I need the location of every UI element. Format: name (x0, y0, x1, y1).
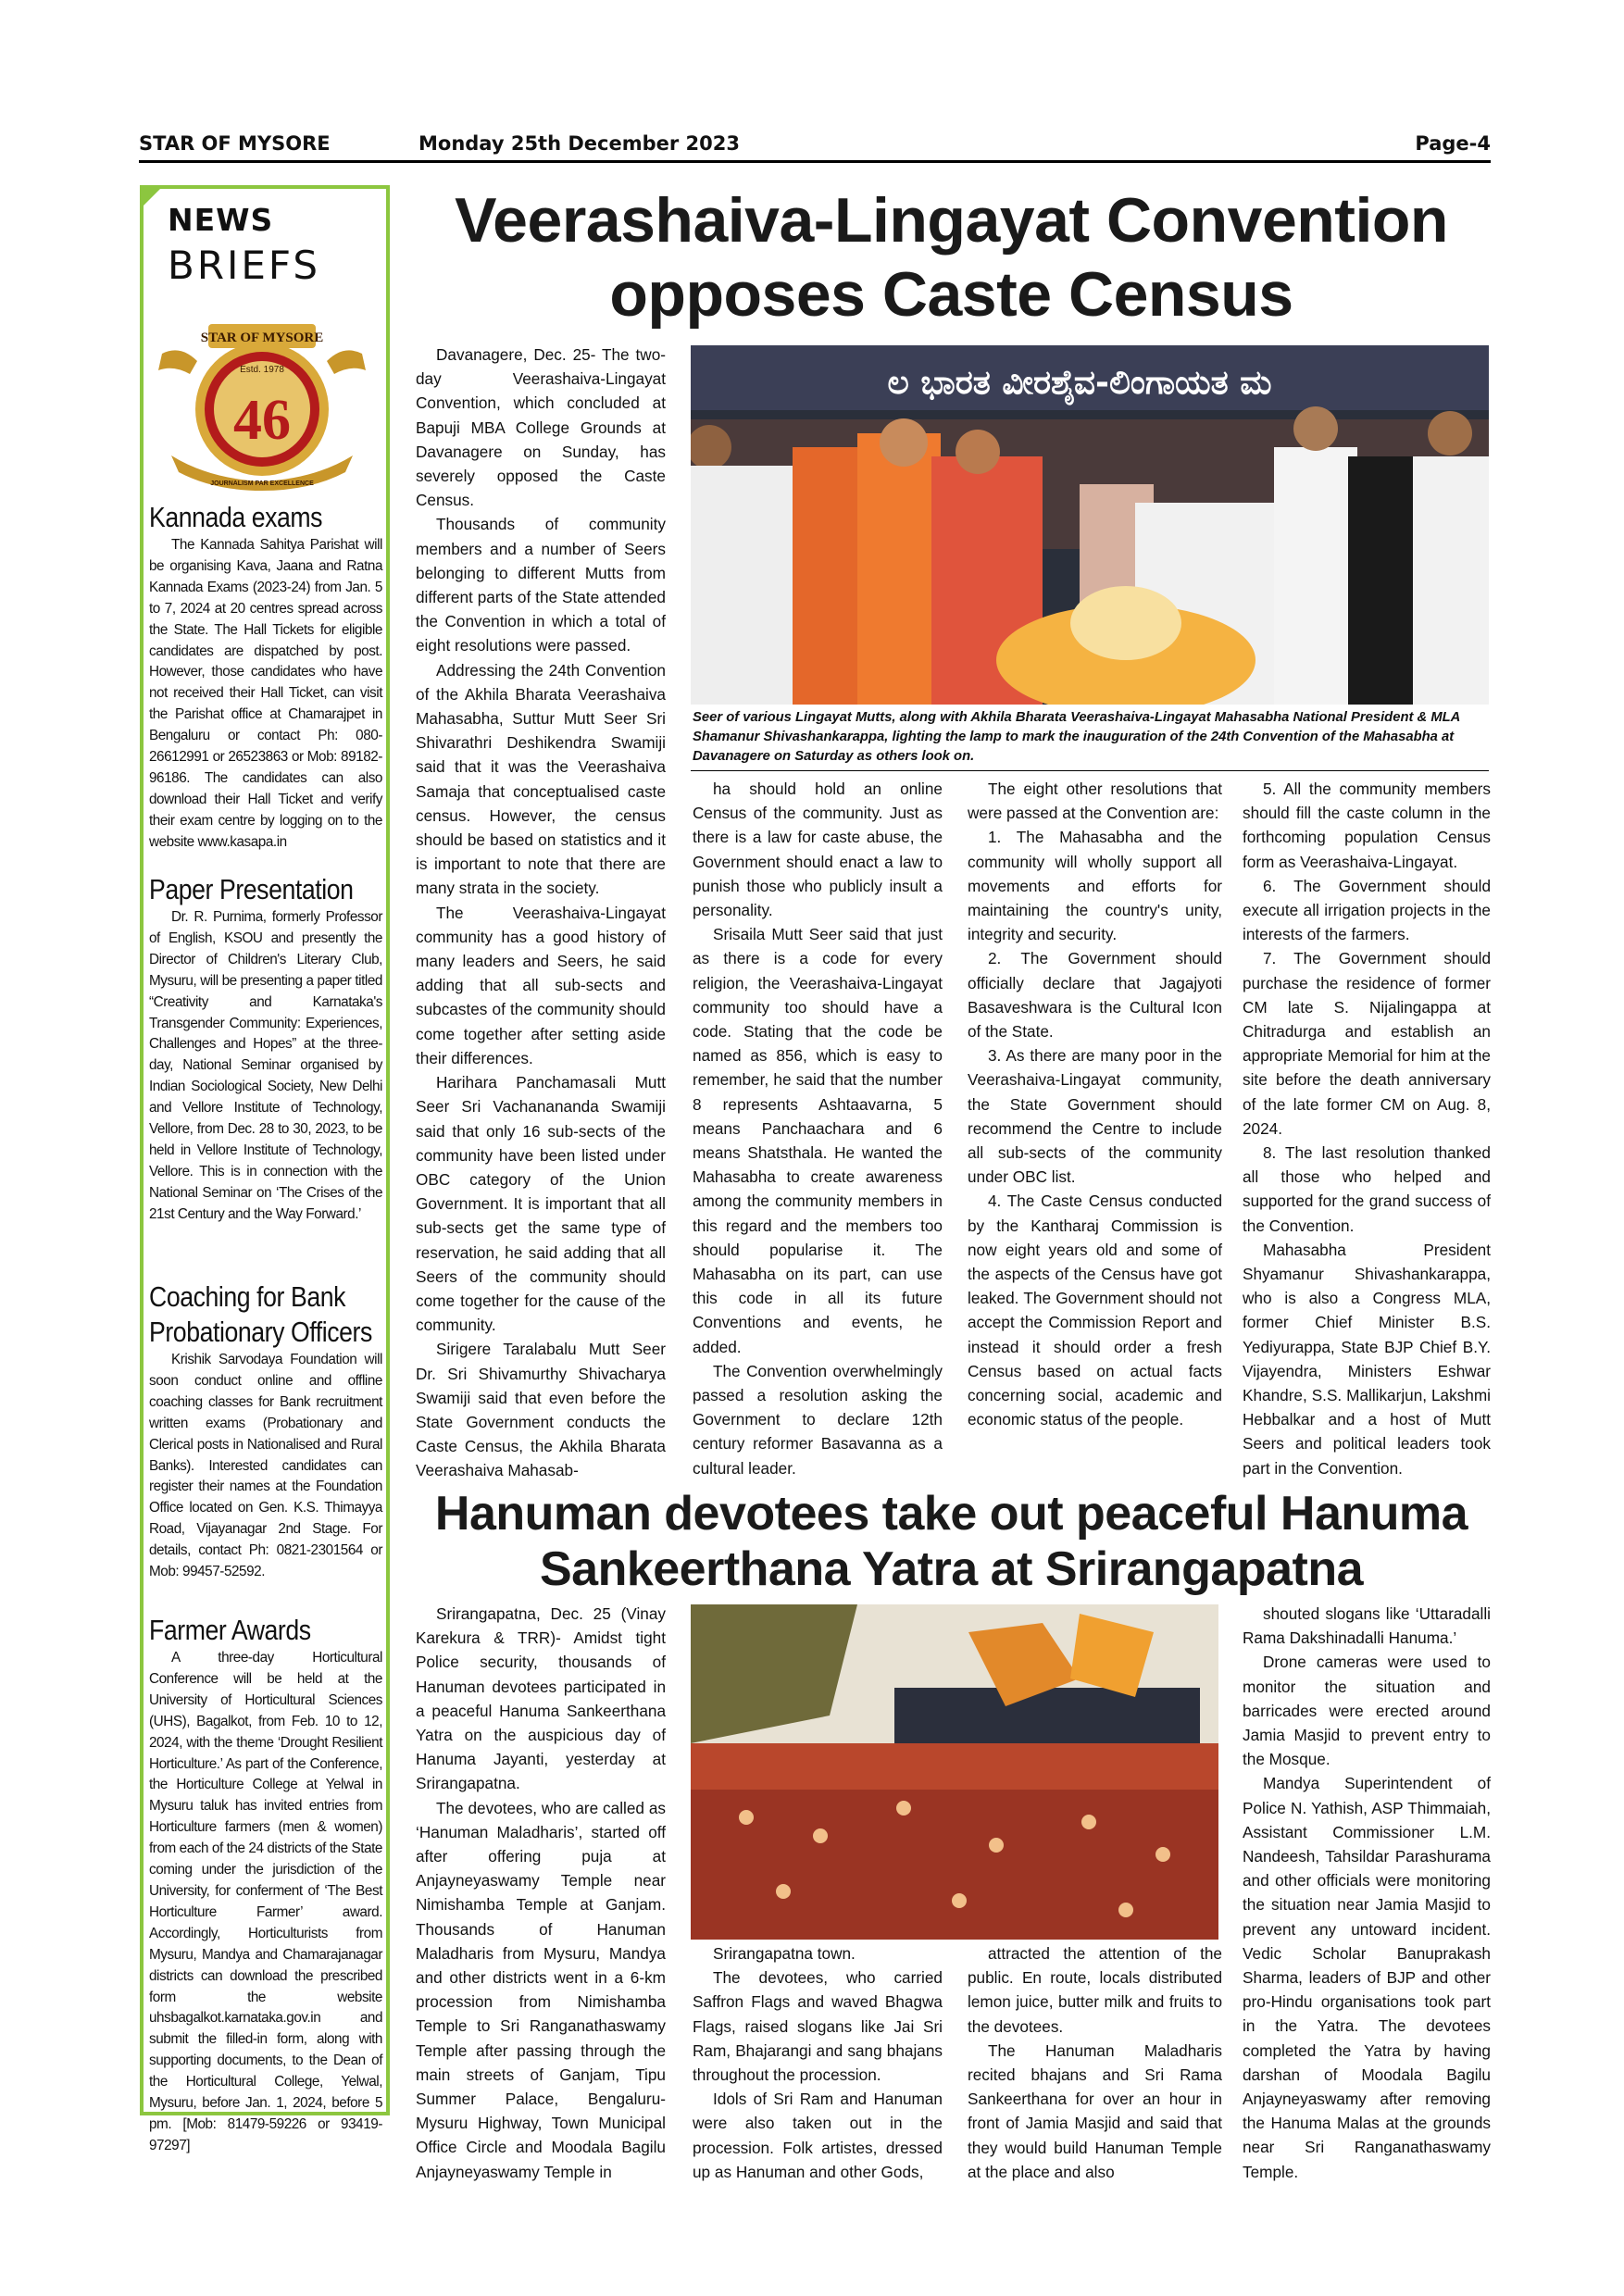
issue-date: Monday 25th December 2023 (418, 132, 740, 155)
article-paragraph: The Convention overwhelmingly passed a resolution asking the Government to declare 12th century reformer Basavanna as a cultural leader. (693, 1361, 943, 1478)
article-paragraph: shouted slogans like ‘Uttaradalli Rama Dakshinadalli Hanuma.’ (1243, 1604, 1491, 1648)
article2-headline (407, 1486, 1495, 1597)
brief-title: Kannada exams (149, 501, 323, 533)
convention-photo-caption: Seer of various Lingayat Mutts, along with Akhila Bharata Veerashaiva-Lingayat Mahasabha National President & MLA Shamanur Shivashankarappa, lighting the lamp to mark the inauguration of the 24th Convention of the Mahasabha at Davanagere on Saturday as others look on. (693, 710, 1460, 764)
article-paragraph: Srirangapatna town. (713, 1944, 856, 1963)
article1-column-2 (693, 777, 943, 1480)
article-paragraph: 4. The Caste Census conducted by the Kantharaj Commission is now eight years old and some of the aspects of the Census have got leaked. The Government should not accept the Commission Report and instead it should order a fresh Census based on actual facts concerning social, academic and economic status of the people. (968, 1192, 1222, 1429)
article-paragraph: 6. The Government should execute all irrigation projects in the interests of the farmers. (1243, 876, 1491, 944)
article2-column-4 (1243, 1602, 1491, 2184)
anniversary-logo (153, 317, 371, 493)
logo-ribbon-text: JOURNALISM PAR EXCELLENCE (210, 480, 314, 487)
article-paragraph: Davanagere, Dec. 25- The two-day Veerashaiva-Lingayat Convention, which concluded at Bapuji MBA College Grounds at Davanagere on Sunday, has severely opposed the Caste Census. (416, 345, 666, 510)
headline-line2: Sankeerthana Yatra at Srirangapatna (539, 1542, 1364, 1596)
article-paragraph: The Hanuman Maladharis recited bhajans and Sri Rama Sankeerthana for over an hour in front of Jamia Masjid and said that they would build Hanuman Temple at the place and also (968, 2040, 1222, 2181)
brief-body: The Kannada Sahitya Parishat will be organising Kava, Jaana and Ratna Kannada Exams (2023-24) from Jan. 5 to 7, 2024 at 20 centres spread across the State. The Hall Tickets for eligible candidates are dispatched by post. However, those candidates who have not received their Hall Ticket, can visit the Parishat office at Chamarajpet in Bengaluru or contact Ph: 080-26612991 or 26523863 or Mob: 89182-96186. The candidates can also download their Hall Ticket and verify their exam centre by logging on to the website www.kasapa.in (149, 537, 382, 850)
brief-farmer-awards (149, 1613, 382, 2157)
sidebar-title-briefs: BRIEFS (168, 243, 320, 288)
convention-photo (691, 345, 1489, 705)
brief-title: Paper Presentation (149, 873, 354, 905)
logo-banner-text: STAR OF MYSORE (200, 331, 324, 345)
headline-line2: opposes Caste Census (609, 259, 1293, 330)
article-paragraph: Drone cameras were used to monitor the situation and barricades were erected around Jamia Masjid to prevent entry to the Mosque. (1243, 1653, 1491, 1769)
brief-title: Farmer Awards (149, 1614, 311, 1646)
article-paragraph: Idols of Sri Ram and Hanuman were also taken out in the procession. Folk artistes, dressed up as Hanuman and other Gods, (693, 2090, 943, 2181)
page-header (139, 132, 1491, 158)
brief-bank-coaching (149, 1279, 382, 1583)
logo-estd-text: Estd. 1978 (240, 365, 284, 375)
article2-column-3 (968, 1941, 1222, 2184)
article-paragraph: Thousands of community members and a number of Seers belonging to different Mutts from different parts of the State attended the Convention in which a total of eight resolutions were passed. (416, 515, 666, 655)
article1-column-4 (1243, 777, 1491, 1480)
article-paragraph: The eight other resolutions that were passed at the Convention are: (968, 780, 1222, 823)
sidebar-title-news: NEWS (168, 202, 274, 238)
article1-column-3 (968, 777, 1222, 1431)
article-paragraph: Mahasabha President Shyamanur Shivashankarappa, who is also a Congress MLA, former Chief Minister B.S. Yediyurappa, State BJP Chief B.Y. Vijayendra, Ministers Eshwar Khandre, S.S. Mallikarjun, Lakshmi Hebbalkar and a host of Mutt Seers and political leaders took part in the Convention. (1243, 1240, 1491, 1478)
article2-column-1 (416, 1602, 666, 2184)
article-paragraph: Sirigere Taralabalu Mutt Seer Dr. Sri Shivamurthy Shivacharya Swamiji said that even before the State Government conducts the Caste Census, the Akhila Bharata Veerashaiva Mahasab- (416, 1340, 666, 1480)
article-paragraph: Srisaila Mutt Seer said that just as there is a code for every religion, the Veerashaiva-Lingayat community too should have a code. Stating that the code be named as 856, which is easy to remember, he said that the number 8 represents Ashtaavarna, 5 means Panchaachara and 6 means Shatsthala. He wanted the Mahasabha to create awareness among the community members in this regard and the members too should popularise it. The Mahasabha on its part, can use this code in all its future Conventions and events, he added. (693, 925, 943, 1356)
article-paragraph: 7. The Government should purchase the residence of former CM late S. Nijalingappa at Chitradurga and establish an appropriate Memorial for him at the site before the death anniversary of the late former CM on Aug. 8, 2024. (1243, 949, 1491, 1138)
brief-title-line2: Probationary Officers (149, 1316, 372, 1348)
caption-rule (691, 770, 1489, 771)
photo-banner-text: ಲ ಭಾರತ ವೀರಶೈವ-ಲಿಂಗಾಯತ ಮ (887, 364, 1272, 402)
article1-column-1 (416, 343, 666, 1483)
page-number: Page-4 (1415, 132, 1491, 155)
article-paragraph: Mandya Superintendent of Police N. Yathish, ASP Thimmaiah, Assistant Commissioner L.M. Nandeesh, Tahsildar Parashurama and other officials were monitoring the situation near Jamia Masjid to prevent any untoward incident. Vedic Scholar Banuprakash Sharma, leaders of BJP and other pro-Hindu organisations took part in the Yatra. The devotees completed the Yatra by having darshan of Moodala Bagilu Anjayneyaswamy after removing the Hanuma Malas at the grounds near Sri Ranganathaswamy Temple. (1243, 1774, 1491, 2181)
brief-body: Krishik Sarvodaya Foundation will soon conduct online and offline coaching classes for Bank recruitment written exams (Probationary and Clerical posts in Nationalised and Rural Banks). Interested candidates can register their names at the Foundation Office located on Gen. K.S. Thimayya Road, Vijayanagar 2nd Stage. For details, contact Ph: 0821-2301564 or Mob: 99457-52592. (149, 1352, 382, 1580)
article-paragraph: 5. All the community members should fill the caste column in the forthcoming population Census form as Veerashaiva-Lingayat. (1243, 780, 1491, 871)
article-paragraph: 8. The last resolution thanked all those who helped and supported for the grand success of the Convention. (1243, 1143, 1491, 1235)
article-paragraph: The devotees, who carried Saffron Flags and waved Bhagwa Flags, raised slogans like Jai Sri Ram, Bhajarangi and sang bhajans throughout the procession. (693, 1968, 943, 2085)
brief-body: A three-day Horticultural Conference will be held at the University of Horticultural Sciences (UHS), Bagalkot, from Feb. 10 to 12, 2024, with the theme ‘Drought Resilient Horticulture.’ As part of the Conference, the Horticulture College at Yelwal in Mysuru taluk has invited entries from Horticulture farmers (men & women) from each of the 24 districts of the State coming under the jurisdiction of the University, for conferment of ‘The Best Horticulture Farmer’ award. Accordingly, Horticulturists from Mysuru, Mandya and Chamarajanagar districts can download the prescribed form the website uhsbagalkot.karnataka.gov.in and submit the filled-in form, along with supporting documents, to the Dean of the Horticultural College, Yelwal, Mysuru, before Jan. 1, 2024, before 5 pm. [Mob: 81479-59226 or 93419-97297] (149, 1650, 382, 2153)
article-paragraph: The devotees, who are called as ‘Hanuman Maladharis’, started off after offering puja at Anjayneyaswamy Temple near Nimishamba Temple at Ganjam. Thousands of Hanuman Maladharis from Mysuru, Mandya and other districts went in a 6-km procession from Nimishamba Temple to Sri Ranganathaswamy Temple after passing through the main streets of Ganjam, Tipu Summer Palace, Bengaluru-Mysuru Highway, Town Municipal Office Circle and Moodala Bagilu Anjayneyaswamy Temple in (416, 1798, 666, 2181)
article-paragraph: Harihara Panchamasali Mutt Seer Sri Vachanananda Swamiji said that only 16 sub-sects of the community have been listed under OBC category of the Union Government. It is important that all sub-sects get the same type of reservation, he said adding that all Seers of the community should come together for the cause of the community. (416, 1073, 666, 1335)
article1-headline (407, 183, 1495, 331)
brief-paper-presentation (149, 872, 382, 1226)
logo-number: 46 (233, 389, 291, 452)
yatra-photo (691, 1604, 1218, 1940)
headline-line1: Veerashaiva-Lingayat Convention (455, 185, 1448, 256)
article-paragraph: Srirangapatna, Dec. 25 (Vinay Karekura & TRR)- Amidst tight Police security, thousands of Hanuman devotees participated in a peaceful Hanuma Sankeerthana Yatra on the auspicious day of Hanuma Jayanti, yesterday at Srirangapatna. (416, 1604, 666, 1793)
article-paragraph: 3. As there are many poor in the Veerashaiva-Lingayat community, the State Government should recommend the Centre to include all sub-sects of the community under OBC list. (968, 1046, 1222, 1187)
news-briefs-sidebar (140, 185, 390, 2153)
article-paragraph: ha should hold an online Census of the community. Just as there is a law for caste abuse, the Government should enact a law to punish those who publicly insult a personality. (693, 780, 943, 920)
article-paragraph: The Veerashaiva-Lingayat community has a good history of many leaders and Seers, he said adding that all sub-sects and subcastes of the community should come together after setting aside their differences. (416, 903, 666, 1067)
article-paragraph: attracted the attention of the public. En route, locals distributed lemon juice, butter milk and fruits to the devotees. (968, 1944, 1222, 2036)
header-rule (139, 160, 1491, 163)
publication-name: STAR OF MYSORE (139, 132, 331, 155)
headline-line1: Hanuman devotees take out peaceful Hanuma (434, 1487, 1468, 1541)
article-paragraph: Addressing the 24th Convention of the Akhila Bharata Veerashaiva Mahasabha, Suttur Mutt Seer Sri Shivarathri Deshikendra Swamiji said that it was the Veerashaiva Samaja that conceptualised caste census. However, the census should be based on statistics and it is important to note that there are many strata in the society. (416, 660, 666, 898)
corner-flag-icon (140, 185, 164, 209)
brief-kannada-exams (149, 500, 382, 854)
article2-column-2 (693, 1941, 943, 2184)
article-paragraph: 2. The Government should officially declare that Jagajyoti Basaveshwara is the Cultural Icon of the State. (968, 949, 1222, 1042)
article-paragraph: 1. The Mahasabha and the community will wholly support all movements and efforts for maintaining the country's unity, integrity and security. (968, 828, 1222, 944)
brief-title-line1: Coaching for Bank (149, 1280, 346, 1313)
brief-body: Dr. R. Purnima, formerly Professor of English, KSOU and presently the Director of Children's Literary Club, Mysuru, will be presenting a paper titled “Creativity and Karnataka's Transgender Community: Experiences, Challenges and Hopes” at the three-day, National Seminar organised by Indian Sociological Society, New Delhi and Vellore Institute of Technology, Vellore, from Dec. 28 to 30, 2023, to be held in Vellore Institute of Technology, Vellore. This is in connection with the National Seminar on ‘The Crises of the 21st Century and the Way Forward.’ (149, 909, 382, 1222)
